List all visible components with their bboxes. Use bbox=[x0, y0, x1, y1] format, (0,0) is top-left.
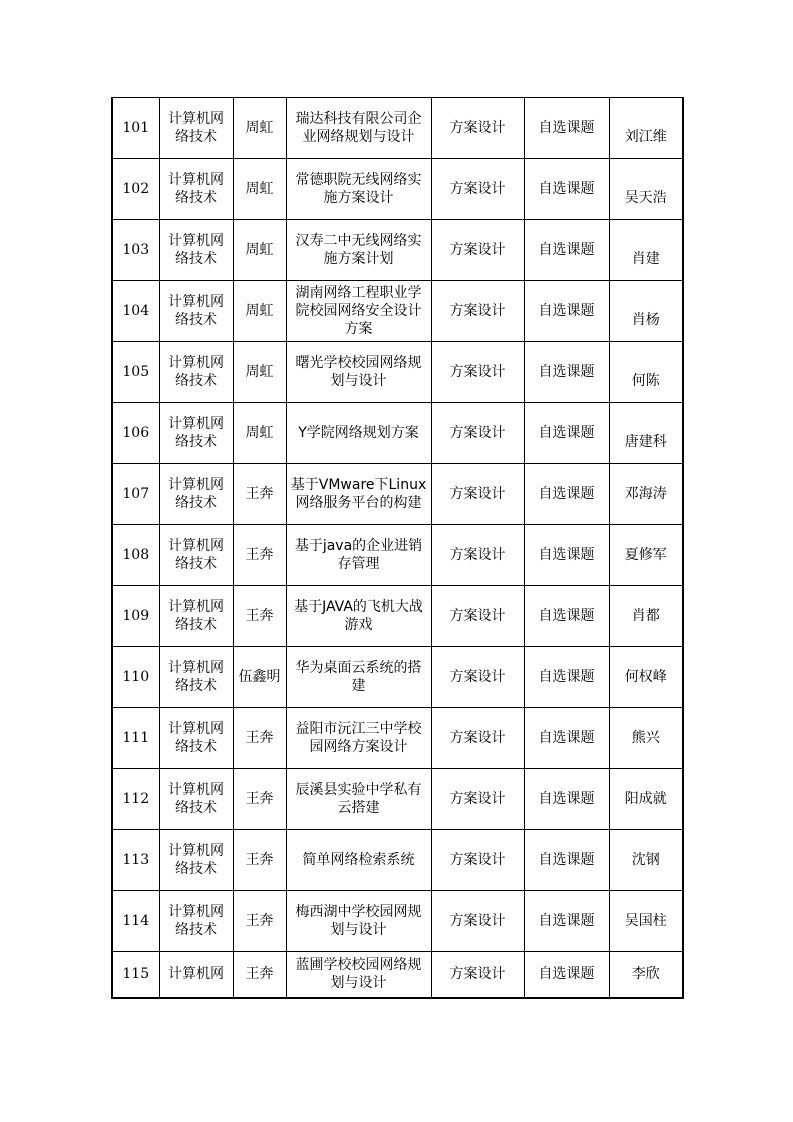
major-cell: 计算机网络技术 bbox=[159, 769, 233, 830]
table-row bbox=[112, 525, 683, 586]
topic-title-cell: 曙光学校校园网络规划与设计 bbox=[286, 342, 431, 403]
topic-type-cell: 方案设计 bbox=[431, 708, 524, 769]
topic-type-cell: 方案设计 bbox=[431, 647, 524, 708]
student-cell: 何权峰 bbox=[609, 647, 683, 708]
student-cell: 何陈 bbox=[609, 342, 683, 403]
row-number: 105 bbox=[112, 342, 159, 403]
topic-title-cell: 蓝圃学校校园网络规划与设计 bbox=[286, 952, 431, 998]
topic-source-cell: 自选课题 bbox=[524, 281, 609, 342]
table-row bbox=[112, 647, 683, 708]
topic-title-cell: 简单网络检索系统 bbox=[286, 830, 431, 891]
major-cell: 计算机网络技术 bbox=[159, 586, 233, 647]
row-number: 112 bbox=[112, 769, 159, 830]
major-cell: 计算机网络技术 bbox=[159, 342, 233, 403]
tutor-cell: 王奔 bbox=[233, 525, 286, 586]
student-cell: 唐建科 bbox=[609, 403, 683, 464]
table-row bbox=[112, 586, 683, 647]
topic-source-cell: 自选课题 bbox=[524, 403, 609, 464]
topic-title-cell: 梅西湖中学校园网规划与设计 bbox=[286, 891, 431, 952]
topic-title-cell: 湖南网络工程职业学院校园网络安全设计方案 bbox=[286, 281, 431, 342]
topic-title-cell: 瑞达科技有限公司企业网络规划与设计 bbox=[286, 98, 431, 159]
topic-type-cell: 方案设计 bbox=[431, 952, 524, 998]
row-number: 107 bbox=[112, 464, 159, 525]
topic-source-cell: 自选课题 bbox=[524, 769, 609, 830]
table-row bbox=[112, 769, 683, 830]
student-cell: 阳成就 bbox=[609, 769, 683, 830]
row-number: 101 bbox=[112, 98, 159, 159]
table-row bbox=[112, 342, 683, 403]
topic-source-cell: 自选课题 bbox=[524, 525, 609, 586]
row-number: 109 bbox=[112, 586, 159, 647]
student-cell: 吴国柱 bbox=[609, 891, 683, 952]
major-cell: 计算机网络技术 bbox=[159, 403, 233, 464]
row-number: 110 bbox=[112, 647, 159, 708]
topic-source-cell: 自选课题 bbox=[524, 342, 609, 403]
topic-type-cell: 方案设计 bbox=[431, 769, 524, 830]
student-cell: 夏修军 bbox=[609, 525, 683, 586]
tutor-cell: 伍鑫明 bbox=[233, 647, 286, 708]
topic-source-cell: 自选课题 bbox=[524, 647, 609, 708]
topic-type-cell: 方案设计 bbox=[431, 220, 524, 281]
topic-source-cell: 自选课题 bbox=[524, 159, 609, 220]
tutor-cell: 王奔 bbox=[233, 830, 286, 891]
major-cell: 计算机网络技术 bbox=[159, 891, 233, 952]
topic-type-cell: 方案设计 bbox=[431, 281, 524, 342]
topic-type-cell: 方案设计 bbox=[431, 159, 524, 220]
row-number: 104 bbox=[112, 281, 159, 342]
topic-source-cell: 自选课题 bbox=[524, 98, 609, 159]
tutor-cell: 王奔 bbox=[233, 769, 286, 830]
topic-table bbox=[111, 97, 684, 999]
tutor-cell: 王奔 bbox=[233, 952, 286, 998]
table-row bbox=[112, 464, 683, 525]
student-cell: 肖建 bbox=[609, 220, 683, 281]
topic-title-cell: 汉寿二中无线网络实施方案计划 bbox=[286, 220, 431, 281]
topic-type-cell: 方案设计 bbox=[431, 342, 524, 403]
topic-source-cell: 自选课题 bbox=[524, 891, 609, 952]
student-cell: 吴天浩 bbox=[609, 159, 683, 220]
row-number: 103 bbox=[112, 220, 159, 281]
topic-type-cell: 方案设计 bbox=[431, 98, 524, 159]
tutor-cell: 周虹 bbox=[233, 342, 286, 403]
major-cell: 计算机网络技术 bbox=[159, 159, 233, 220]
topic-title-cell: Y学院网络规划方案 bbox=[286, 403, 431, 464]
topic-type-cell: 方案设计 bbox=[431, 830, 524, 891]
tutor-cell: 周虹 bbox=[233, 403, 286, 464]
tutor-cell: 周虹 bbox=[233, 98, 286, 159]
topic-table-body bbox=[112, 98, 683, 998]
student-cell: 邓海涛 bbox=[609, 464, 683, 525]
row-number: 106 bbox=[112, 403, 159, 464]
row-number: 114 bbox=[112, 891, 159, 952]
topic-title-cell: 基于java的企业进销存管理 bbox=[286, 525, 431, 586]
table-row bbox=[112, 891, 683, 952]
topic-type-cell: 方案设计 bbox=[431, 586, 524, 647]
tutor-cell: 王奔 bbox=[233, 708, 286, 769]
topic-type-cell: 方案设计 bbox=[431, 525, 524, 586]
major-cell: 计算机网络技术 bbox=[159, 525, 233, 586]
major-cell: 计算机网络技术 bbox=[159, 281, 233, 342]
student-cell: 肖杨 bbox=[609, 281, 683, 342]
table-row bbox=[112, 159, 683, 220]
topic-title-cell: 益阳市沅江三中学校园网络方案设计 bbox=[286, 708, 431, 769]
major-cell: 计算机网络技术 bbox=[159, 647, 233, 708]
table-row bbox=[112, 952, 683, 998]
student-cell: 刘江维 bbox=[609, 98, 683, 159]
topic-type-cell: 方案设计 bbox=[431, 403, 524, 464]
tutor-cell: 王奔 bbox=[233, 586, 286, 647]
student-cell: 肖都 bbox=[609, 586, 683, 647]
major-cell: 计算机网 bbox=[159, 952, 233, 998]
table-row bbox=[112, 281, 683, 342]
row-number: 108 bbox=[112, 525, 159, 586]
topic-title-cell: 基于VMware下Linux网络服务平台的构建 bbox=[286, 464, 431, 525]
tutor-cell: 王奔 bbox=[233, 464, 286, 525]
major-cell: 计算机网络技术 bbox=[159, 464, 233, 525]
topic-title-cell: 常德职院无线网络实施方案设计 bbox=[286, 159, 431, 220]
table-row bbox=[112, 830, 683, 891]
topic-type-cell: 方案设计 bbox=[431, 464, 524, 525]
major-cell: 计算机网络技术 bbox=[159, 220, 233, 281]
topic-type-cell: 方案设计 bbox=[431, 891, 524, 952]
major-cell: 计算机网络技术 bbox=[159, 830, 233, 891]
topic-title-cell: 辰溪县实验中学私有云搭建 bbox=[286, 769, 431, 830]
topic-title-cell: 华为桌面云系统的搭建 bbox=[286, 647, 431, 708]
student-cell: 李欣 bbox=[609, 952, 683, 998]
topic-title-cell: 基于JAVA的飞机大战游戏 bbox=[286, 586, 431, 647]
table-row bbox=[112, 403, 683, 464]
row-number: 111 bbox=[112, 708, 159, 769]
topic-source-cell: 自选课题 bbox=[524, 464, 609, 525]
row-number: 113 bbox=[112, 830, 159, 891]
topic-source-cell: 自选课题 bbox=[524, 708, 609, 769]
topic-source-cell: 自选课题 bbox=[524, 586, 609, 647]
tutor-cell: 周虹 bbox=[233, 159, 286, 220]
tutor-cell: 周虹 bbox=[233, 281, 286, 342]
student-cell: 沈钢 bbox=[609, 830, 683, 891]
major-cell: 计算机网络技术 bbox=[159, 98, 233, 159]
tutor-cell: 周虹 bbox=[233, 220, 286, 281]
row-number: 102 bbox=[112, 159, 159, 220]
table-row bbox=[112, 220, 683, 281]
table-row bbox=[112, 708, 683, 769]
topic-source-cell: 自选课题 bbox=[524, 952, 609, 998]
tutor-cell: 王奔 bbox=[233, 891, 286, 952]
student-cell: 熊兴 bbox=[609, 708, 683, 769]
topic-source-cell: 自选课题 bbox=[524, 220, 609, 281]
major-cell: 计算机网络技术 bbox=[159, 708, 233, 769]
row-number: 115 bbox=[112, 952, 159, 998]
topic-source-cell: 自选课题 bbox=[524, 830, 609, 891]
table-row bbox=[112, 98, 683, 159]
